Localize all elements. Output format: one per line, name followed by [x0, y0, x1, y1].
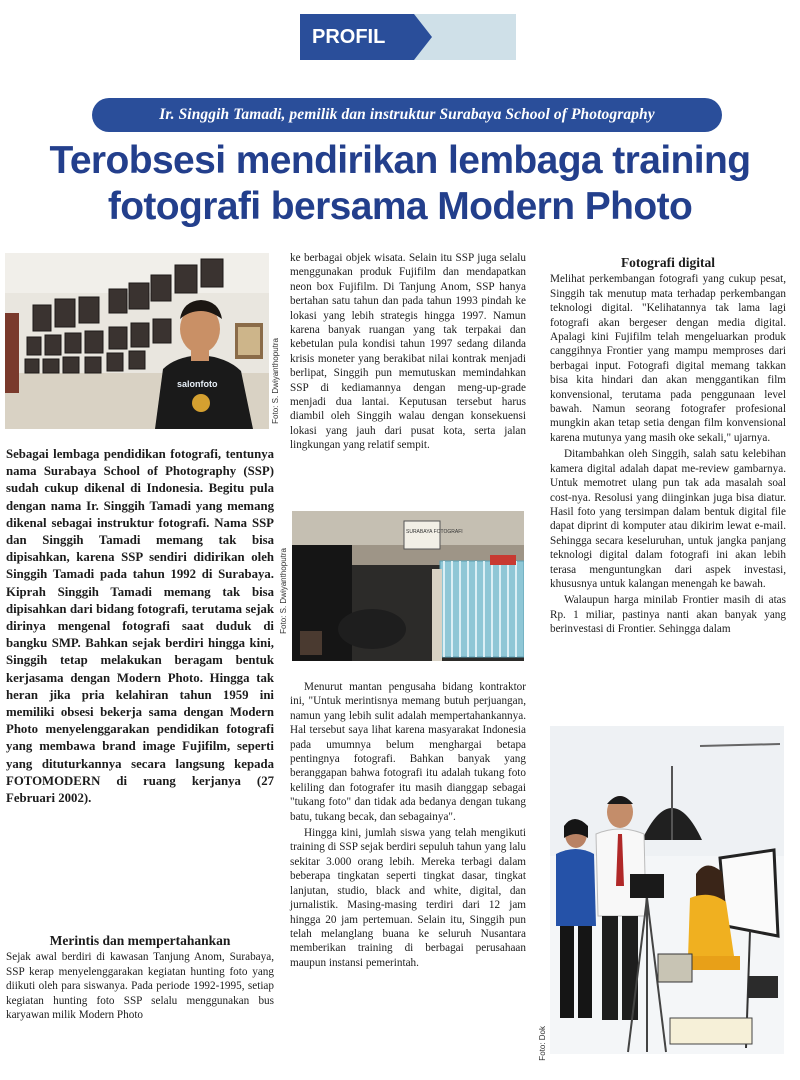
section-tab: [300, 14, 516, 60]
headline-line1: Terobsesi mendirikan lembaga training: [49, 139, 751, 182]
col2-paragraph-3: Hingga kini, jumlah siswa yang telah mengikuti training di SSP sejak berdiri sepuluh tahun yang lalu sekitar 3.000 orang lebih. Mereka terbagi dalam beberapa tingkatan seperti tingkat dasar, tingkat lanjutan, studio, black and white, digital, dan jurnalistik. Masing-masing terdiri dari 12 jam hingga 20 jam pertemuan. Selain itu, Singgih pun telah melanglang buana ke seluruh Nusantara memberikan training di berbagai perusahaan maupun instansi pemerintah.: [290, 827, 526, 969]
col3-paragraph-1: Melihat perkembangan fotografi yang cukup pesat, Singgih tak menutup mata terhadap perkembangan teknologi digital. "Kelihatannya tak lama lagi fotografi akan bergeser dengan media digital. Apalagi kini Fujifilm telah mengeluarkan produk canggihnya Frontier yang mampu memproses dari berbagai input. Fotografi digital memang takkan bisa kita hindari dan akan menggantikan film konvensional, terutama pada penggunaan level bawah. Namun seorang fotografer profesional mungkin akan tetap setia dengan film konvensional karena mutunya yang masih oke sekali," ujarnya.: [550, 273, 786, 444]
building-credit: Foto: S. Dwiyanthoputra: [279, 548, 288, 634]
col3-paragraph-2: Ditambahkan oleh Singgih, salah satu kelebihan kamera digital adalah dapat me-review gambarnya. Untuk memotret ulang pun tak ada masalah soal cost-nya. Resolusi yang diinginkan juga bisa diatur. Hasil foto yang tersimpan dalam bentuk digital file dapat diprint di komputer atau dikirim lewat e-mail. Sehingga secara keseluruhan, untuk jangka panjang teknologi digital dalam fotografi ini akan lebih terasa menguntungkan dari aspek investasi, khususnya untuk kalangan menengah ke bawah.: [550, 448, 786, 590]
subhead-merintis: Merintis dan mempertahankan: [49, 933, 231, 948]
col3-paragraph-3: Walaupun harga minilab Frontier masih di atas Rp. 1 miliar, pastinya nanti akan banyak yang berinvestasi di Frontier. Sehingga dalam: [550, 594, 786, 636]
building-photo: [292, 511, 524, 661]
headline: [20, 138, 780, 230]
studio-photo: [550, 726, 784, 1054]
column-2-top: [290, 251, 526, 455]
studio-credit: Foto: Dok: [538, 1026, 547, 1061]
portrait-credit: Foto: S. Dwiyanthoputra: [271, 338, 280, 424]
building-sign-text: SURABAYA FOTOGRAFI: [406, 529, 463, 535]
col2-paragraph-1: ke berbagai objek wisata. Selain itu SSP juga selalu menggunakan produk Fujifilm dan mendapatkan neon box Fujifilm. Di Tanjung Anom, SSP hanya bertahan satu tahun dan pada tahun 1993 pindah ke lokasi yang lebih strategis hingga 1997. Namun karena banyak ruangan yang tak terpakai dan kebetulan pula kondisi tahun 1997 sedang dilanda krisis moneter yang berakibat nilai kontrak menjadi berlipat, Singgih pun memutuskan memindahkan SSP di kediamannya dengan meng-up-grade menjadi dua lantai. Keputusan tersebut harus diambil oleh Singgih walau dengan konsekuensi lokasi yang jauh dari pusat kota, serta jalan lingkungan yang relatif sempit.: [290, 252, 526, 452]
column-3: [550, 256, 786, 639]
headline-line2: fotografi bersama Modern Photo: [107, 185, 693, 228]
column-2-bottom: [290, 680, 526, 972]
shirt-text: salonfoto: [177, 379, 218, 389]
studio-photo-illustration: [550, 726, 784, 1054]
col2-paragraph-2: Menurut mantan pengusaha bidang kontraktor ini, "Untuk merintisnya memang butuh perjuangan, namun yang lebih sulit adalah mempertahankannya. Hal tersebut saya lihat karena masyarakat Indonesia pada umumnya belum menghargai betapa pentingnya fotografi. Bahkan banyak yang beranggapan bahwa fotografi itu adalah tukang foto keliling dan fotografer itu masih dianggap sebagai "tukang foto" dan tidak ada bedanya dengan tukang batu, tukang becak, dan sebagainya".: [290, 681, 526, 823]
portrait-photo-illustration: [5, 253, 269, 429]
building-photo-illustration: [292, 511, 524, 661]
subtitle-bar: Ir. Singgih Tamadi, pemilik dan instruktur Surabaya School of Photography: [92, 98, 722, 132]
portrait-photo: [5, 253, 269, 429]
column-1: [6, 934, 274, 1024]
lead-paragraph: Sebagai lembaga pendidikan fotografi, tentunya nama Surabaya School of Photography (SSP) sudah cukup dikenal di Indonesia. Begitu pula dengan nama Ir. Singgih Tamadi yang memang dikenal sebagai instruktur fotografi. Nama SSP dan Singgih Tamadi memang tak bisa dipisahkan, karena SSP sendiri didirikan oleh Singgih Tamadi pada tahun 1992 di Surabaya. Kiprah Singgih Tamadi memang tak bisa dipisahkan dari bidang fotografi, terutama sejak dirinya mengenal fotografi saat duduk di bangku SMP. Bahkan sejak berdiri hingga kini, Singgih tetap melakukan beragam bentuk kerjasama dengan Modern Photo. Hingga tak heran jika pria kelahiran tahun 1959 ini memiliki obsesi bekerja sama dengan Modern Photo menyelenggarakan pendidikan fotografi yang membawa brand image Fujifilm, seperti yang dituturkannya secara langsung kepada FOTOMODERN di ruang kerjanya (27 Februari 2002).: [6, 447, 274, 806]
subhead-fotografi-digital: Fotografi digital: [620, 255, 716, 270]
col1-paragraph: Sejak awal berdiri di kawasan Tanjung Anom, Surabaya, SSP kerap menyelenggarakan kegiatan hunting foto yang diikuti oleh para siswanya. Pada periode 1992-1995, setiap kegiatan hunting foto SSP selalu menggunakan bus karyawan milik Modern Photo: [6, 951, 274, 1022]
section-label: PROFIL: [300, 14, 414, 60]
